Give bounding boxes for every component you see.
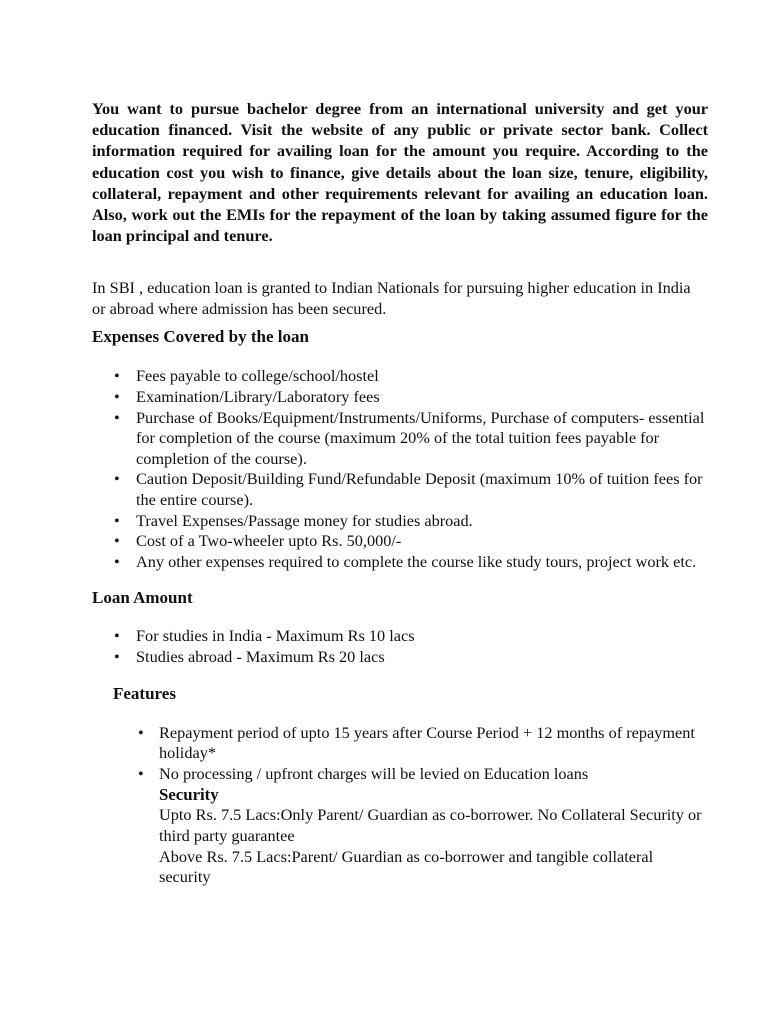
list-item: [92, 764, 708, 888]
loan-amount-list: [92, 626, 708, 667]
list-item: • Examination/Library/Laboratory fees: [92, 387, 708, 408]
list-item: • Studies abroad - Maximum Rs 20 lacs: [92, 647, 708, 668]
security-line-above: Above Rs. 7.5 Lacs:Parent/ Guardian as co-borrower and tangible collateral security: [159, 846, 654, 887]
list-item: • For studies in India - Maximum Rs 10 lacs: [92, 626, 708, 647]
expenses-heading: Expenses Covered by the loan: [92, 327, 309, 347]
list-item: • Cost of a Two-wheeler upto Rs. 50,000/-: [92, 531, 708, 552]
list-item: • Caution Deposit/Building Fund/Refundable Deposit (maximum 10% of tuition fees for the entire course).: [92, 469, 708, 510]
list-item: • Repayment period of upto 15 years after Course Period + 12 months of repayment holiday*: [92, 723, 708, 764]
list-item: • Fees payable to college/school/hostel: [92, 366, 708, 387]
features-item-text: No processing / upfront charges will be levied on Education loans: [159, 763, 589, 783]
security-line-upto: Upto Rs. 7.5 Lacs:Only Parent/ Guardian as co-borrower. No Collateral Security or third party guarantee: [159, 805, 702, 845]
expenses-list: [92, 366, 708, 572]
features-heading: Features: [113, 683, 176, 703]
assignment-question: You want to pursue bachelor degree from an international university and get your education financed. Visit the website of any public or private sector bank. Collect information required for availing loan for the amount you require. According to the education cost you wish to finance, give details about the loan size, tenure, eligibility, collateral, repayment and other requirements relevant for availing an education loan. Also, work out the EMIs for the repayment of the loan by taking assumed figure for the loan principal and tenure.: [92, 99, 708, 246]
document-page: [92, 98, 708, 888]
features-list: [92, 723, 708, 888]
security-title: Security: [159, 785, 219, 805]
list-item: • Any other expenses required to complete the course like study tours, project work etc.: [92, 552, 708, 573]
sbi-intro-paragraph: In SBI , education loan is granted to Indian Nationals for pursuing higher education in India or abroad where admission has been secured.: [92, 278, 691, 319]
list-item: • Travel Expenses/Passage money for studies abroad.: [92, 511, 708, 532]
list-item: • Purchase of Books/Equipment/Instruments/Uniforms, Purchase of computers- essential for completion of the course (maximum 20% of the total tuition fees payable for completion of the course).: [92, 408, 708, 470]
loan-amount-heading: Loan Amount: [92, 588, 193, 608]
